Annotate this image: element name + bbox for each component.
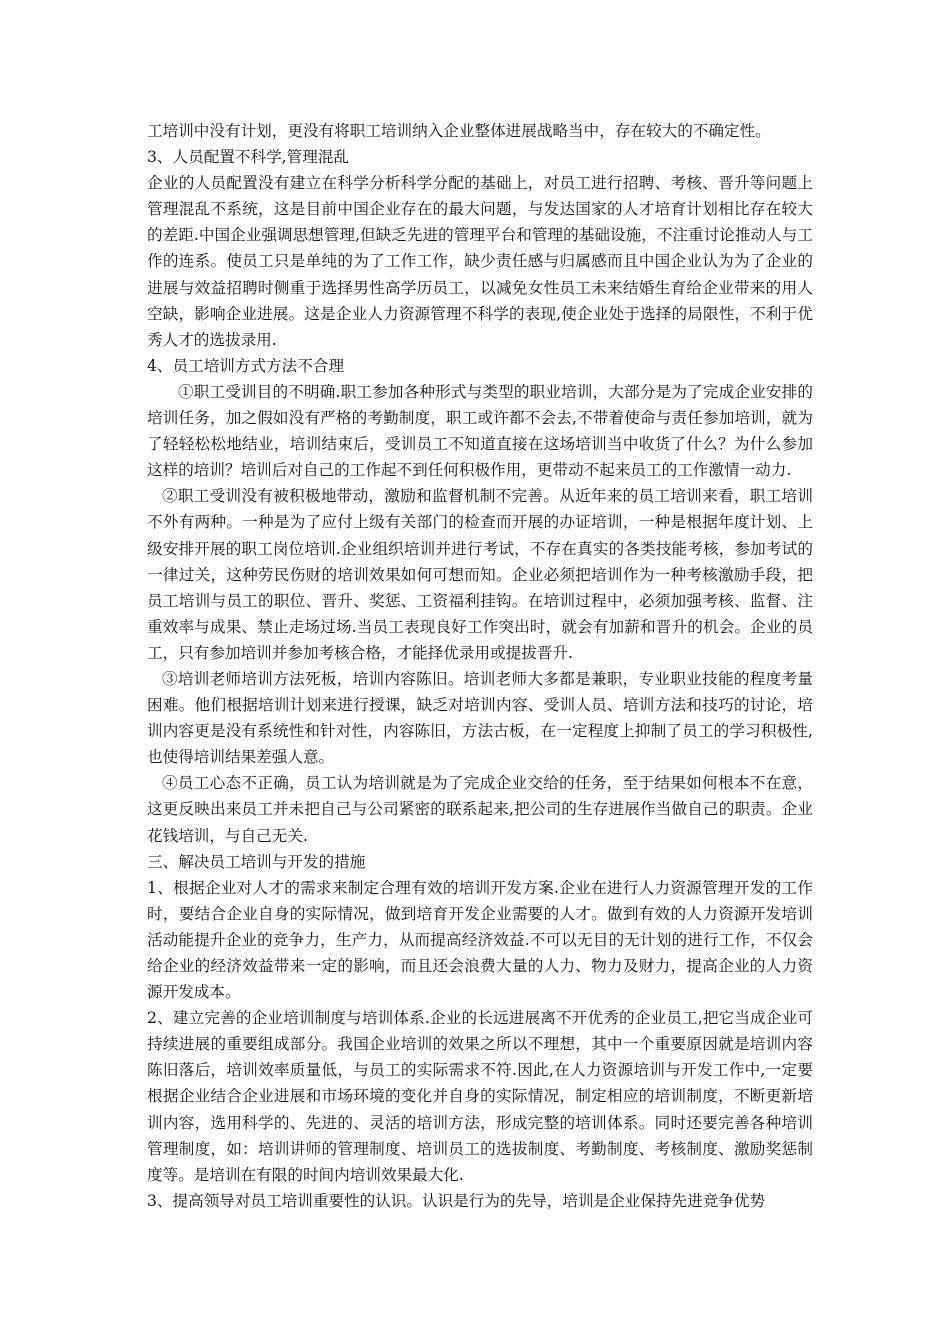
paragraph: ②职工受训没有被积极地带动，激励和监督机制不完善。从近年来的员工培训来看，职工培训不外有两种。一种是为了应付上级有关部门的检查而开展的办证培训，一种是根据年度计划、上级安排开展的职工岗位培训.企业组织培训并进行考试，不存在真实的各类技能考核，参加考试的一律过关，这种劳民伤财的培训效果如何可想而知。企业必须把培训作为一种考核激励手段，把员工培训与员工的职位、晋升、奖惩、工资福利挂钩。在培训过程中，必须加强考核、监督、注重效率与成果、禁止走场过场.当员工表现良好工作突出时，就会有加薪和晋升的机会。企业的员工，只有参加培训并参加考核合格，才能择优录用或提拔晋升. <box>147 487 813 662</box>
section-heading: 3、人员配置不科学,管理混乱 <box>147 148 350 167</box>
paragraph: 1、根据企业对人才的需求来制定合理有效的培训开发方案.企业在进行人力资源管理开发的工作时，要结合企业自身的实际情况，做到培育开发企业需要的人才。做到有效的人力资源开发培训活动能提升企业的竞争力，生产力，从而提高经济效益.不可以无目的无计划的进行工作，不仅会给企业的经济效益带来一定的影响，而且还会浪费大量的人力、物力及财力，提高企业的人力资源开发成本。 <box>147 878 813 1002</box>
section-heading: 三、解决员工培训与开发的措施 <box>147 852 366 871</box>
document-body <box>147 118 813 1214</box>
paragraph: 工培训中没有计划，更没有将职工培训纳入企业整体进展战略当中，存在较大的不确定性。 <box>147 122 771 140</box>
section-heading: 4、员工培训方式方法不合理 <box>147 356 345 375</box>
paragraph: 2、建立完善的企业培训制度与培训体系.企业的长远进展离不开优秀的企业员工,把它当成企业可持续进展的重要组成部分。我国企业培训的效果之所以不理想，其中一个重要原因就是培训内容陈旧落后，培训效率质量低，与员工的实际需求不符.因此,在人力资源培训与开发工作中,一定要根据企业结合企业进展和市场环境的变化并自身的实际情况，制定相应的培训制度，不断更新培训内容，选用科学的、先进的、灵活的培训方法，形成完整的培训体系。同时还要完善各种培训管理制度，如：培训讲师的管理制度、培训员工的选拔制度、考勤制度、考核制度、激励奖惩制度等。是培训在有限的时间内培训效果最大化. <box>147 1009 813 1184</box>
paragraph: ①职工受训目的不明确.职工参加各种形式与类型的职业培训，大部分是为了完成企业安排的培训任务，加之假如没有严格的考勤制度，职工或许都不会去,不带着使命与责任参加培训，就为了轻轻松松地结业，培训结束后，受训员工不知道直接在这场培训当中收货了什么？为什么参加这样的培训？培训后对自己的工作起不到任何积极作用，更带动不起来员工的工作激情一动力. <box>147 382 813 480</box>
paragraph: 企业的人员配置没有建立在科学分析科学分配的基础上，对员工进行招聘、考核、晋升等问题上管理混乱不系统，这是目前中国企业存在的最大问题，与发达国家的人才培育计划相比存在较大的差距.中国企业强调思想管理,但缺乏先进的管理平台和管理的基础设施，不注重讨论推动人与工作的连系。使员工只是单纯的为了工作工作，缺少责任感与归属感而且中国企业认为为了企业的进展与效益招聘时侧重于选择男性高学历员工，以减免女性员工未来结婚生育给企业带来的用人空缺，影响企业进展。这是企业人力资源管理不科学的表现,使企业处于选择的局限性，不利于优秀人才的选拔录用. <box>147 174 813 349</box>
paragraph: 3、提高领导对员工培训重要性的认识。认识是行为的先导，培训是企业保持先进竞争优势 <box>147 1191 766 1210</box>
paragraph: ③培训老师培训方法死板，培训内容陈旧。培训老师大多都是兼职，专业职业技能的程度考量困难。他们根据培训计划来进行授课，缺乏对培训内容、受训人员、培训方法和技巧的讨论，培训内容更是没有系统性和针对性，内容陈旧，方法古板，在一定程度上抑制了员工的学习积极性,也使得培训结果差强人意。 <box>147 669 813 767</box>
paragraph: ④员工心态不正确，员工认为培训就是为了完成企业交给的任务，至于结果如何根本不在意，这更反映出来员工并未把自己与公司紧密的联系起来,把公司的生存进展作当做自己的职责。企业花钱培训，与自己无关. <box>147 774 813 845</box>
